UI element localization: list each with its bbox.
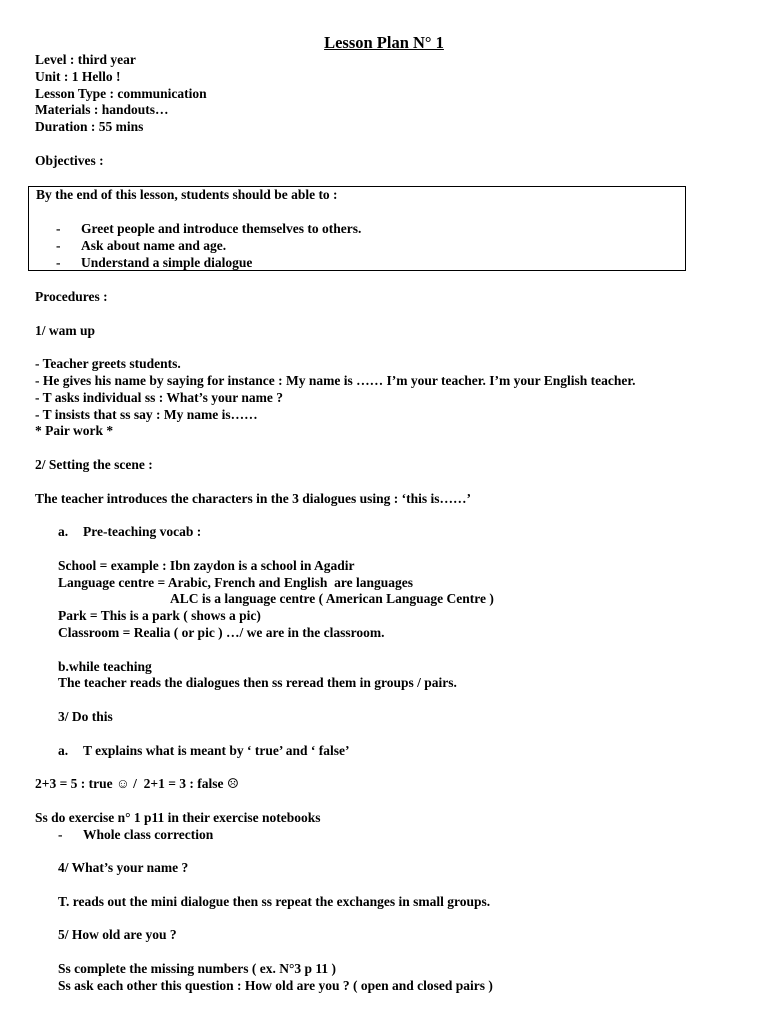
vocab-line: ALC is a language centre ( American Language Centre ) — [170, 591, 494, 607]
warmup-line: - T insists that ss say : My name is…… — [35, 406, 258, 422]
exercise-line: Ss do exercise n° 1 p11 in their exercise notebooks — [35, 809, 321, 825]
vocab-line: Park = This is a park ( shows a pic) — [58, 608, 261, 624]
vocab-line: Language centre = Arabic, French and English are languages — [58, 574, 413, 590]
pre-teaching-label: Pre-teaching vocab : — [83, 524, 202, 540]
vocab-line: Classroom = Realia ( or pic ) …/ we are in the classroom. — [58, 624, 385, 640]
dash-marker: - — [56, 237, 61, 253]
unit-line: Unit : 1 Hello ! — [35, 68, 121, 84]
procedures-heading: Procedures : — [35, 289, 108, 304]
explain-item — [35, 743, 735, 760]
objective-text: Understand a simple dialogue — [81, 254, 253, 270]
scene-heading: 2/ Setting the scene : — [35, 456, 153, 472]
lesson-header — [35, 52, 735, 170]
name-heading: 4/ What’s your name ? — [58, 860, 189, 876]
dash-marker: - — [58, 826, 63, 842]
objectives-box — [28, 186, 686, 271]
list-item — [56, 255, 361, 272]
age-line: Ss complete the missing numbers ( ex. N°3 p 11 ) — [58, 960, 337, 976]
list-marker: a. — [58, 524, 69, 540]
do-this-heading: 3/ Do this — [58, 708, 113, 724]
correction-text: Whole class correction — [83, 826, 214, 842]
warmup-line: * Pair work * — [35, 423, 114, 439]
procedures-section — [35, 289, 735, 994]
objectives-list — [56, 221, 361, 271]
list-marker: a. — [58, 742, 69, 758]
while-teaching-text: The teacher reads the dialogues then ss reread them in groups / pairs. — [58, 675, 457, 691]
explain-text: T explains what is meant by ‘ true’ and ‘ false’ — [83, 742, 350, 758]
scene-intro: The teacher introduces the characters in the 3 dialogues using : ‘this is……’ — [35, 490, 471, 506]
correction-item — [35, 827, 735, 844]
dash-marker: - — [56, 221, 61, 236]
objectives-intro: By the end of this lesson, students should be able to : — [36, 187, 338, 202]
warmup-line: - T asks individual ss : What’s your name ? — [35, 389, 283, 405]
dash-marker: - — [56, 254, 61, 270]
warmup-line: - Teacher greets students. — [35, 356, 181, 372]
age-line: Ss ask each other this question : How old are you ? ( open and closed pairs ) — [58, 977, 493, 993]
true-false-example: 2+3 = 5 : true ☺ / 2+1 = 3 : false ☹ — [35, 776, 240, 792]
level-line: Level : third year — [35, 52, 136, 67]
objectives-heading: Objectives : — [35, 152, 104, 168]
list-item — [56, 238, 361, 255]
objective-text: Greet people and introduce themselves to others. — [81, 221, 362, 236]
vocab-line: School = example : Ibn zaydon is a school in Agadir — [58, 557, 355, 573]
warmup-heading: 1/ wam up — [35, 322, 96, 338]
while-teaching-label: b.while teaching — [58, 658, 152, 674]
list-item — [56, 221, 361, 238]
lesson-type-line: Lesson Type : communication — [35, 85, 207, 101]
age-heading: 5/ How old are you ? — [58, 927, 177, 943]
pre-teaching-item — [35, 524, 735, 541]
materials-line: Materials : handouts… — [35, 102, 169, 118]
page-title: Lesson Plan N° 1 — [324, 33, 444, 52]
duration-line: Duration : 55 mins — [35, 119, 144, 135]
objective-text: Ask about name and age. — [81, 237, 227, 253]
name-text: T. reads out the mini dialogue then ss repeat the exchanges in small groups. — [58, 893, 491, 909]
warmup-line: - He gives his name by saying for instance : My name is …… I’m your teacher. I’m your English teacher. — [35, 372, 636, 388]
